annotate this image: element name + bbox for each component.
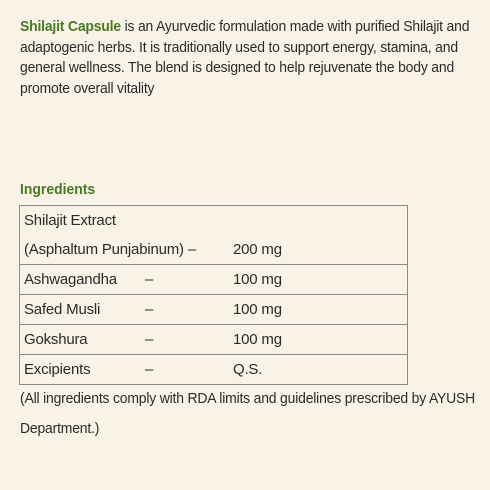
ingredient-quantity: 100 mg <box>233 331 282 348</box>
table-row <box>20 295 408 325</box>
ingredient-name: Ashwagandha <box>24 271 117 288</box>
ingredient-name: Excipients <box>24 361 91 378</box>
dash: – <box>145 271 154 288</box>
description-text: is an Ayurvedic formulation made with purified Shilajit and adaptogenic herbs. It is traditionally used to support energy, stamina, and general wellness. The blend is designed to help rejuvenate the body and promote overall vitality <box>20 18 470 97</box>
table-cell <box>20 206 408 265</box>
table-cell <box>20 265 408 295</box>
ingredient-quantity: 100 mg <box>233 301 282 318</box>
ingredient-name: Safed Musli <box>24 301 101 318</box>
ingredients-heading: Ingredients <box>20 181 96 198</box>
compliance-note: (All ingredients comply with RDA limits and guidelines prescribed by AYUSH Department.) <box>20 390 476 437</box>
table-cell <box>20 325 408 355</box>
table-row <box>20 355 408 385</box>
dash: – <box>145 331 154 348</box>
table-cell <box>20 295 408 325</box>
ingredient-name: Shilajit Extract <box>24 212 116 229</box>
table-cell <box>20 355 408 385</box>
table-row <box>20 265 408 295</box>
table-row <box>20 325 408 355</box>
dash: – <box>145 301 154 318</box>
ingredient-name-latin: (Asphaltum Punjabinum) – <box>24 241 196 258</box>
dash: – <box>145 361 154 378</box>
ingredient-name: Gokshura <box>24 331 88 348</box>
product-description <box>20 17 480 99</box>
ingredients-table <box>19 205 408 385</box>
table-row <box>20 206 408 265</box>
ingredient-quantity: Q.S. <box>233 361 263 378</box>
ingredient-quantity: 100 mg <box>233 271 282 288</box>
product-name: Shilajit Capsule <box>20 18 121 35</box>
ingredient-quantity: 200 mg <box>233 241 282 258</box>
